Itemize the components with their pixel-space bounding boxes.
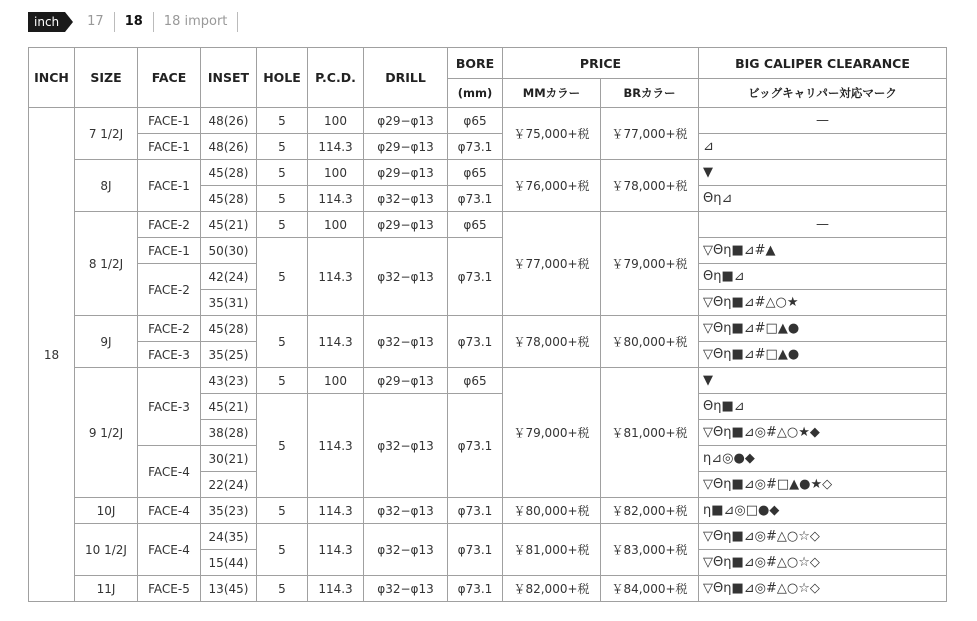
face-cell: FACE-3 [138,368,201,446]
caliper-marks-cell: ▽Θη■⊿◎#△○☆◇ [699,550,947,576]
inset-cell: 35(31) [201,290,257,316]
bore-cell: φ73.1 [448,186,503,212]
caliper-marks-cell: ▽Θη■⊿◎#△○☆◇ [699,524,947,550]
drill-cell: φ32−φ13 [364,238,448,316]
face-cell: FACE-3 [138,342,201,368]
caliper-marks-cell: ▽Θη■⊿◎#△○☆◇ [699,576,947,602]
table-row [29,160,947,186]
size-cell: 9J [75,316,138,368]
face-cell: FACE-5 [138,576,201,602]
caliper-marks-cell: ▽Θη■⊿◎#□▲●★◇ [699,472,947,498]
price-mm-cell: ￥82,000+税 [503,576,601,602]
caliper-marks-cell: ▽Θη■⊿#□▲● [699,342,947,368]
hole-cell: 5 [257,394,308,498]
pcd-cell: 114.3 [308,576,364,602]
inset-cell: 22(24) [201,472,257,498]
caliper-marks-cell: ▽Θη■⊿#△○★ [699,290,947,316]
price-br-cell: ￥80,000+税 [601,316,699,368]
size-cell: 11J [75,576,138,602]
hole-cell: 5 [257,524,308,576]
header-row-1 [29,48,947,79]
header-pcd: P.C.D. [308,48,364,108]
caliper-marks-cell: Θη⊿ [699,186,947,212]
pcd-cell: 114.3 [308,394,364,498]
face-cell: FACE-2 [138,316,201,342]
table-row [29,498,947,524]
header-price-mm: MMカラー [503,79,601,108]
size-cell: 7 1/2J [75,108,138,160]
caliper-marks-cell: — [699,212,947,238]
tab-18[interactable]: 18 [115,12,154,32]
inset-cell: 43(23) [201,368,257,394]
header-bore: BORE [448,48,503,79]
header-face: FACE [138,48,201,108]
bore-cell: φ73.1 [448,316,503,368]
drill-cell: φ32−φ13 [364,524,448,576]
header-drill: DRILL [364,48,448,108]
caliper-marks-cell: ▼ [699,368,947,394]
table-row [29,108,947,134]
hole-cell: 5 [257,186,308,212]
face-cell: FACE-1 [138,134,201,160]
header-bore-unit: (mm) [448,79,503,108]
inset-cell: 48(26) [201,108,257,134]
inset-cell: 45(28) [201,160,257,186]
caliper-marks-cell: η■⊿◎□●◆ [699,498,947,524]
hole-cell: 5 [257,238,308,316]
drill-cell: φ32−φ13 [364,186,448,212]
price-br-cell: ￥82,000+税 [601,498,699,524]
hole-cell: 5 [257,108,308,134]
inch-label: inch [28,12,65,32]
caliper-marks-cell: η⊿◎●◆ [699,446,947,472]
price-mm-cell: ￥79,000+税 [503,368,601,498]
pcd-cell: 114.3 [308,524,364,576]
bore-cell: φ73.1 [448,524,503,576]
bore-cell: φ73.1 [448,498,503,524]
bore-cell: φ73.1 [448,394,503,498]
table-row [29,212,947,238]
face-cell: FACE-4 [138,524,201,576]
size-cell: 8J [75,160,138,212]
inset-cell: 35(25) [201,342,257,368]
bore-cell: φ65 [448,108,503,134]
caliper-marks-cell: Θη■⊿ [699,264,947,290]
tab-18-import[interactable]: 18 import [154,12,239,32]
bore-cell: φ65 [448,368,503,394]
inset-cell: 38(28) [201,420,257,446]
header-inch: INCH [29,48,75,108]
drill-cell: φ32−φ13 [364,394,448,498]
price-br-cell: ￥81,000+税 [601,368,699,498]
price-br-cell: ￥84,000+税 [601,576,699,602]
caliper-marks-cell: ▼ [699,160,947,186]
drill-cell: φ29−φ13 [364,368,448,394]
face-cell: FACE-1 [138,160,201,212]
header-big-caliper: BIG CALIPER CLEARANCE [699,48,947,79]
pcd-cell: 114.3 [308,134,364,160]
price-br-cell: ￥78,000+税 [601,160,699,212]
header-inset: INSET [201,48,257,108]
face-cell: FACE-1 [138,108,201,134]
header-price-br: BRカラー [601,79,699,108]
inset-cell: 24(35) [201,524,257,550]
size-cell: 10J [75,498,138,524]
pcd-cell: 100 [308,212,364,238]
header-size: SIZE [75,48,138,108]
table-row [29,524,947,550]
price-mm-cell: ￥77,000+税 [503,212,601,316]
caliper-marks-cell: ▽Θη■⊿#▲ [699,238,947,264]
bore-cell: φ73.1 [448,134,503,160]
pcd-cell: 114.3 [308,238,364,316]
drill-cell: φ29−φ13 [364,134,448,160]
drill-cell: φ32−φ13 [364,316,448,368]
drill-cell: φ29−φ13 [364,212,448,238]
bore-cell: φ73.1 [448,238,503,316]
inset-cell: 15(44) [201,550,257,576]
inset-cell: 45(28) [201,186,257,212]
table-row [29,316,947,342]
hole-cell: 5 [257,134,308,160]
price-br-cell: ￥83,000+税 [601,524,699,576]
header-big-caliper-sub: ビッグキャリパー対応マーク [699,79,947,108]
hole-cell: 5 [257,576,308,602]
pcd-cell: 114.3 [308,186,364,212]
caliper-marks-cell: ⊿ [699,134,947,160]
inset-cell: 48(26) [201,134,257,160]
face-cell: FACE-2 [138,212,201,238]
inset-cell: 13(45) [201,576,257,602]
drill-cell: φ29−φ13 [364,160,448,186]
inset-cell: 45(21) [201,212,257,238]
inset-cell: 35(23) [201,498,257,524]
caliper-marks-cell: Θη■⊿ [699,394,947,420]
size-cell: 9 1/2J [75,368,138,498]
face-cell: FACE-4 [138,446,201,498]
inch-tab-bar [28,10,238,34]
header-price: PRICE [503,48,699,79]
price-mm-cell: ￥78,000+税 [503,316,601,368]
pcd-cell: 100 [308,368,364,394]
table-row [29,576,947,602]
pcd-cell: 100 [308,160,364,186]
table-row [29,368,947,394]
table-row [29,238,947,264]
caliper-marks-cell: ▽Θη■⊿◎#△○★◆ [699,420,947,446]
face-cell: FACE-2 [138,264,201,316]
pcd-cell: 114.3 [308,498,364,524]
header-hole: HOLE [257,48,308,108]
face-cell: FACE-1 [138,238,201,264]
wheel-spec-table [28,47,947,602]
size-cell: 10 1/2J [75,524,138,576]
inset-cell: 50(30) [201,238,257,264]
inset-cell: 42(24) [201,264,257,290]
hole-cell: 5 [257,212,308,238]
inset-cell: 45(28) [201,316,257,342]
price-mm-cell: ￥76,000+税 [503,160,601,212]
price-mm-cell: ￥81,000+税 [503,524,601,576]
hole-cell: 5 [257,160,308,186]
pcd-cell: 100 [308,108,364,134]
inset-cell: 45(21) [201,394,257,420]
drill-cell: φ32−φ13 [364,576,448,602]
table-row [29,134,947,160]
drill-cell: φ32−φ13 [364,498,448,524]
bore-cell: φ65 [448,212,503,238]
price-mm-cell: ￥75,000+税 [503,108,601,160]
bore-cell: φ73.1 [448,576,503,602]
size-cell: 8 1/2J [75,212,138,316]
inch-cell: 18 [29,108,75,602]
drill-cell: φ29−φ13 [364,108,448,134]
inset-cell: 30(21) [201,446,257,472]
price-mm-cell: ￥80,000+税 [503,498,601,524]
pcd-cell: 114.3 [308,316,364,368]
face-cell: FACE-4 [138,498,201,524]
hole-cell: 5 [257,498,308,524]
caliper-marks-cell: ▽Θη■⊿#□▲● [699,316,947,342]
price-br-cell: ￥79,000+税 [601,212,699,316]
caliper-marks-cell: — [699,108,947,134]
price-br-cell: ￥77,000+税 [601,108,699,160]
hole-cell: 5 [257,368,308,394]
hole-cell: 5 [257,316,308,368]
bore-cell: φ65 [448,160,503,186]
tab-17[interactable]: 17 [77,12,115,32]
